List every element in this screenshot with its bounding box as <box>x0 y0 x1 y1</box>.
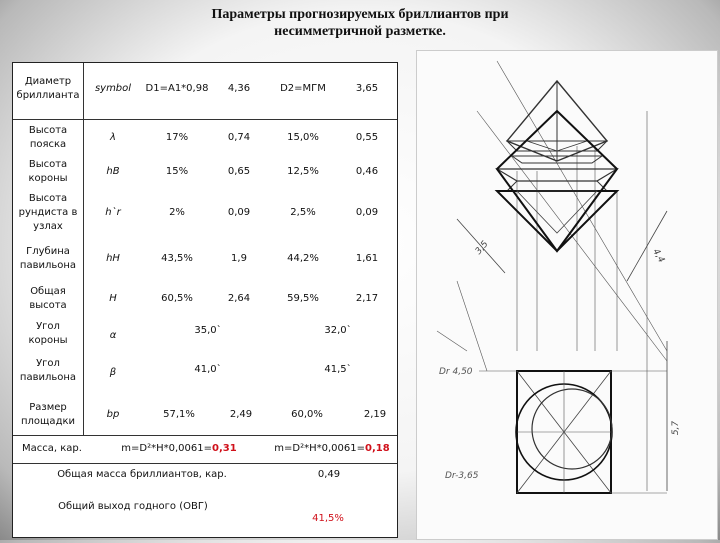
table-divider <box>13 119 397 120</box>
table-divider <box>83 63 84 435</box>
row-v1: 0,09 <box>227 207 251 218</box>
row-p1: 15% <box>165 166 189 177</box>
yield-value: 41,5% <box>312 513 344 524</box>
dimension-vertical: 5,7 <box>671 420 682 436</box>
platform-v1: 2,49 <box>229 409 253 420</box>
total-mass-value: 0,49 <box>317 469 341 480</box>
row-symbol: hH <box>106 253 120 264</box>
row-symbol: λ <box>110 132 116 143</box>
title-line-1: Параметры прогнозируемых бриллиантов при <box>211 7 509 22</box>
row-p2: 44,2% <box>287 253 319 264</box>
mass-formula-2-text: m=D²*H*0,0061= <box>274 443 366 454</box>
header-symbol: symbol <box>94 83 132 94</box>
platform-label: Размер площадки <box>20 402 76 427</box>
row-label: Высота короны <box>28 159 68 184</box>
platform-symbol: bp <box>106 409 120 420</box>
row-v1: 2,64 <box>227 293 251 304</box>
row-p1: 60,5% <box>161 293 193 304</box>
row-v2: 0,55 <box>355 132 379 143</box>
row-p2: 2,5% <box>290 207 316 218</box>
mass-formula-1 <box>109 437 249 461</box>
row-label: Глубина павильона <box>19 246 77 271</box>
row-symbol: h`r <box>105 207 121 218</box>
drawing-note-1: Dr 4,50 <box>439 367 473 377</box>
row-p2: 15,0% <box>287 132 319 143</box>
parameters-table <box>12 62 398 538</box>
technical-drawing <box>416 50 718 540</box>
title-line-2: несимметричной разметке. <box>274 24 446 39</box>
row-p1: 43,5% <box>161 253 193 264</box>
mass-formula-1-text: m=D²*H*0,0061= <box>121 443 213 454</box>
total-mass-label: Общая масса бриллиантов, кар. <box>57 469 227 480</box>
angle-label: Угол павильона <box>19 358 77 383</box>
header-d2: D2=MГM <box>280 83 326 94</box>
platform-v2: 2,19 <box>363 409 387 420</box>
drawing-note-2: Dr-3,65 <box>445 471 479 481</box>
row-symbol: hB <box>106 166 120 177</box>
platform-p1: 57,1% <box>163 409 195 420</box>
row-symbol: H <box>109 293 117 304</box>
angle-symbol: α <box>109 330 117 341</box>
angle-symbol: β <box>109 367 117 378</box>
row-label: Общая высота <box>29 286 67 311</box>
row-v2: 0,46 <box>355 166 379 177</box>
mass-label: Масса, кар. <box>22 443 82 454</box>
dimension-left: 3,5 <box>473 239 491 257</box>
row-v2: 0,09 <box>355 207 379 218</box>
row-p1: 17% <box>165 132 189 143</box>
mass-value-2: 0,18 <box>365 443 390 454</box>
row-p2: 59,5% <box>287 293 319 304</box>
row-label: Высота пояска <box>28 125 68 150</box>
row-v1: 0,65 <box>227 166 251 177</box>
page-title <box>150 6 570 40</box>
angle-value-2: 41,5` <box>324 364 352 375</box>
yield-label: Общий выход годного (ОВГ) <box>58 501 208 512</box>
mass-value-1: 0,31 <box>212 443 237 454</box>
table-divider <box>13 435 397 436</box>
row-v2: 1,61 <box>355 253 379 264</box>
dimension-right: 4,4 <box>650 247 667 265</box>
diamond-drawing <box>417 51 717 539</box>
header-label: Диаметр бриллианта <box>16 76 80 101</box>
header-v2: 3,65 <box>355 83 379 94</box>
angle-label: Угол короны <box>28 321 68 346</box>
row-label: Высота рундиста в узлах <box>18 193 78 232</box>
row-p1: 2% <box>169 207 185 218</box>
header-d1: D1=A1*0,98 <box>145 83 209 94</box>
row-p2: 12,5% <box>287 166 319 177</box>
platform-p2: 60,0% <box>291 409 323 420</box>
row-v1: 1,9 <box>231 253 247 264</box>
mass-formula-2 <box>267 437 397 461</box>
row-v1: 0,74 <box>227 132 251 143</box>
angle-value-1: 35,0` <box>194 325 222 336</box>
angle-value-1: 41,0` <box>194 364 222 375</box>
angle-value-2: 32,0` <box>324 325 352 336</box>
row-v2: 2,17 <box>355 293 379 304</box>
table-divider <box>13 463 397 464</box>
header-v1: 4,36 <box>227 83 251 94</box>
